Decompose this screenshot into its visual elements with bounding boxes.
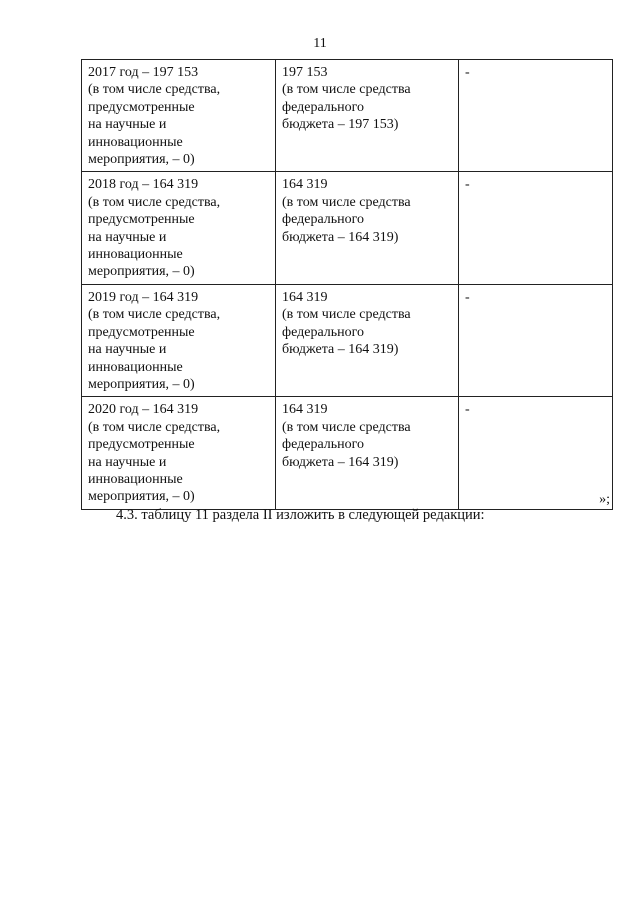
dash-value: - bbox=[465, 402, 470, 418]
cell-line: (в том числе средства bbox=[282, 82, 411, 98]
cell-line: (в том числе средства, bbox=[88, 194, 221, 210]
cell-line: бюджета – 164 319) bbox=[282, 342, 399, 358]
federal-budget-cell bbox=[276, 397, 459, 509]
cell-line: федерального bbox=[282, 437, 365, 453]
cell-line: предусмотренные bbox=[88, 324, 195, 340]
table-row bbox=[82, 60, 613, 172]
cell-line: инновационные bbox=[88, 471, 183, 487]
cell-line: предусмотренные bbox=[88, 99, 195, 115]
cell-line: на научные и bbox=[88, 117, 167, 133]
other-sources-cell bbox=[459, 397, 613, 509]
cell-line: бюджета – 164 319) bbox=[282, 229, 399, 245]
instruction-paragraph: 4.3. таблицу 11 раздела II изложить в следующей редакции: bbox=[116, 507, 485, 523]
cell-line: 2017 год – 197 153 bbox=[88, 65, 199, 80]
cell-line: на научные и bbox=[88, 342, 167, 358]
table-row bbox=[82, 397, 613, 509]
cell-line: 197 153 bbox=[282, 65, 328, 80]
cell-line: на научные и bbox=[88, 229, 167, 245]
dash-value: - bbox=[465, 289, 470, 305]
cell-line: бюджета – 164 319) bbox=[282, 454, 399, 470]
cell-line: федерального bbox=[282, 212, 365, 228]
cell-line: мероприятия, – 0) bbox=[88, 152, 195, 168]
cell-line: инновационные bbox=[88, 359, 183, 375]
cell-line: инновационные bbox=[88, 134, 183, 150]
cell-line: 2018 год – 164 319 bbox=[88, 177, 199, 193]
cell-line: бюджета – 197 153) bbox=[282, 117, 399, 133]
year-total-cell bbox=[82, 397, 276, 509]
closing-quote: »; bbox=[599, 492, 610, 507]
cell-line: (в том числе средства, bbox=[88, 82, 221, 98]
cell-line: мероприятия, – 0) bbox=[88, 376, 195, 392]
year-total-cell bbox=[82, 172, 276, 284]
cell-line: (в том числе средства bbox=[282, 307, 411, 323]
cell-line: (в том числе средства, bbox=[88, 307, 221, 323]
dash-value: - bbox=[465, 65, 470, 80]
cell-line: (в том числе средства bbox=[282, 419, 411, 435]
cell-line: 2020 год – 164 319 bbox=[88, 402, 199, 418]
federal-budget-cell bbox=[276, 172, 459, 284]
cell-line: предусмотренные bbox=[88, 212, 195, 228]
cell-line: предусмотренные bbox=[88, 437, 195, 453]
cell-line: мероприятия, – 0) bbox=[88, 489, 195, 505]
cell-line: 164 319 bbox=[282, 177, 328, 193]
table-row bbox=[82, 172, 613, 284]
dash-value: - bbox=[465, 177, 470, 193]
other-sources-cell bbox=[459, 60, 613, 172]
cell-line: 164 319 bbox=[282, 402, 328, 418]
cell-line: 2019 год – 164 319 bbox=[88, 289, 199, 305]
cell-line: на научные и bbox=[88, 454, 167, 470]
other-sources-cell bbox=[459, 284, 613, 396]
year-total-cell bbox=[82, 60, 276, 172]
cell-line: инновационные bbox=[88, 247, 183, 263]
table-row bbox=[82, 284, 613, 396]
cell-line: федерального bbox=[282, 99, 365, 115]
page-number: 11 bbox=[313, 36, 327, 51]
cell-line: 164 319 bbox=[282, 289, 328, 305]
cell-line: федерального bbox=[282, 324, 365, 340]
budget-table bbox=[81, 59, 613, 510]
federal-budget-cell bbox=[276, 60, 459, 172]
cell-line: (в том числе средства, bbox=[88, 419, 221, 435]
cell-line: мероприятия, – 0) bbox=[88, 264, 195, 280]
federal-budget-cell bbox=[276, 284, 459, 396]
year-total-cell bbox=[82, 284, 276, 396]
other-sources-cell bbox=[459, 172, 613, 284]
cell-line: (в том числе средства bbox=[282, 194, 411, 210]
